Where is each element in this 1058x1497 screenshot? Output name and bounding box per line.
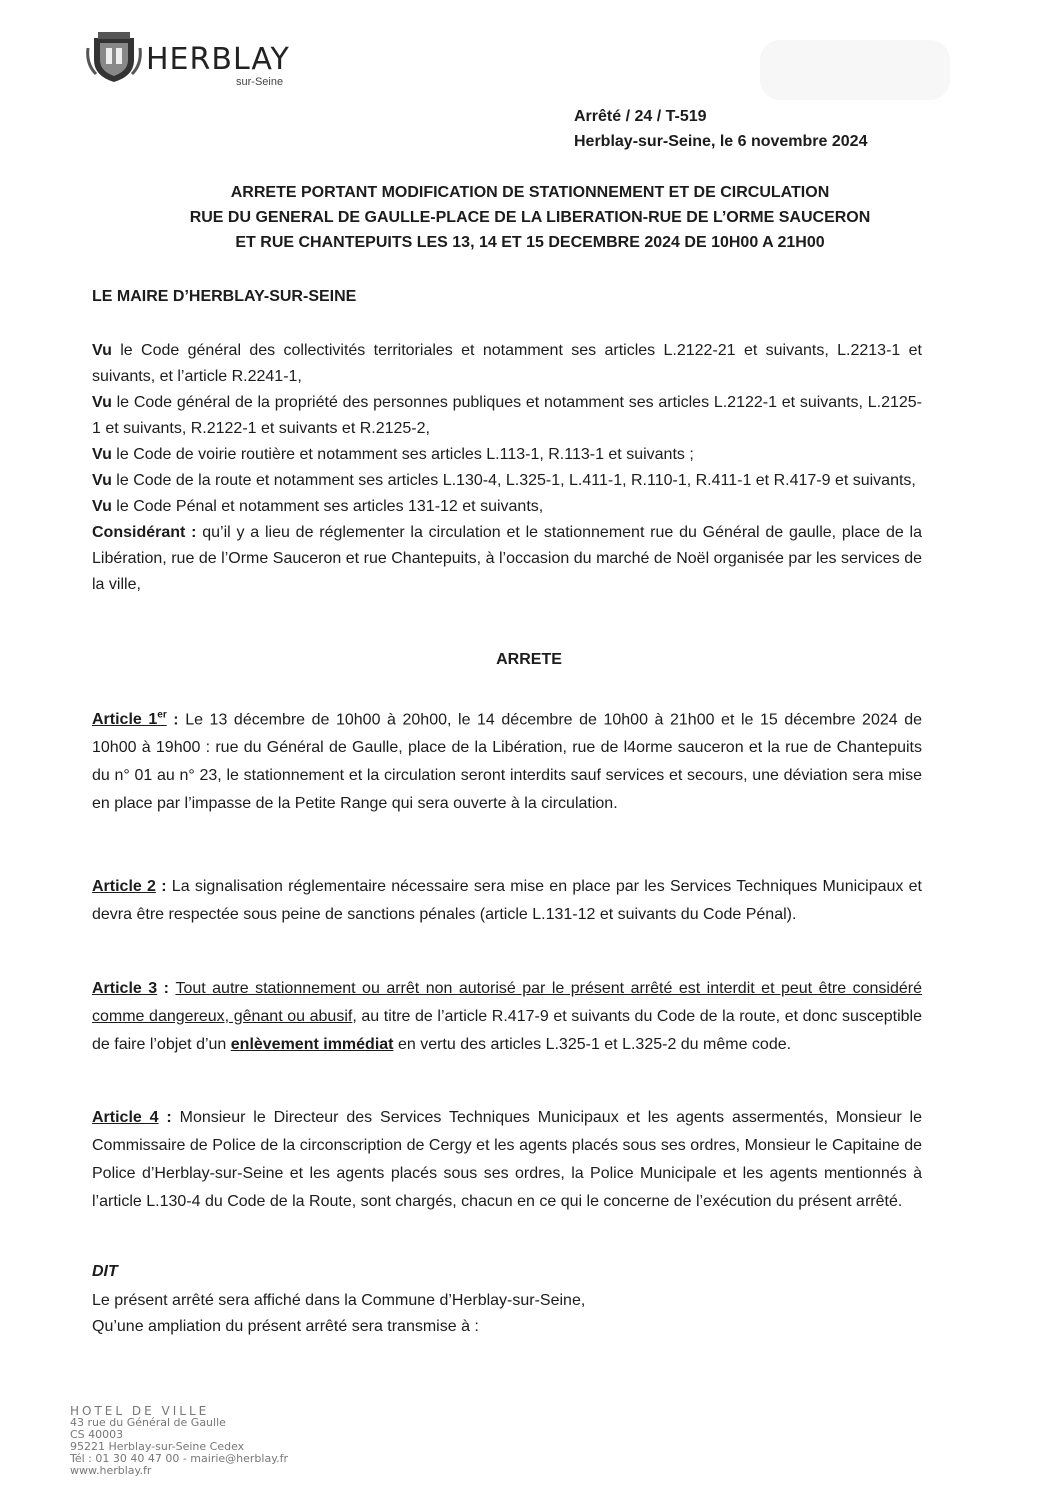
vu-item (92, 442, 922, 468)
article-label: Article 2 (92, 878, 156, 895)
article-underlined-text: Tout autre stationnement ou arrêt non autorisé par le présent arrêté est interdit et peut être considéré comme dangereux, gênant ou abusif (92, 980, 923, 1025)
vu-text: le Code de voirie routière et notamment ses articles L.113-1, R.113-1 et suivants ; (111, 446, 694, 463)
article-emphasis: enlèvement immédiat (230, 1036, 394, 1053)
article-2 (92, 873, 922, 929)
vu-word: Vu (92, 342, 112, 359)
article-sep: : (155, 878, 167, 895)
dit-heading: DIT (92, 1263, 118, 1280)
mayor-heading: LE MAIRE D’HERBLAY-SUR-SEINE (92, 288, 357, 305)
footer-address (70, 1405, 288, 1477)
reference-block (574, 104, 867, 154)
logo-subtitle: sur-Seine (236, 76, 284, 88)
vu-word: Vu (92, 394, 112, 411)
reference-number: Arrêté / 24 / T-519 (574, 108, 707, 125)
vu-item (92, 468, 922, 494)
article-text: Monsieur le Directeur des Services Techniques Municipaux et les agents assermentés, Monsieur le Commissaire de Police de la circonscription de Cergy et les agents placés sous ses ordres, Monsieur le Capitaine de Police d’Herblay-sur-Seine et les agents placés sous ses ordres, la Police Municipale et les agents mentionnés à l’article L.130-4 du Code de la Route, sont chargés, chacun en ce qui le concerne de l’exécution du présent arrêté. (92, 1109, 923, 1210)
article-3 (92, 975, 922, 1059)
considerant-text: qu’il y a lieu de réglementer la circulation et le stationnement rue du Général de gaulle, place de la Libération, rue de l’Orme Sauceron et rue Chantepuits, à l’occasion du marché de Noël organisée par les services de la ville, (92, 524, 922, 593)
legal-basis (92, 338, 922, 598)
closing-line: Qu’une ampliation du présent arrêté sera transmise à : (92, 1318, 479, 1335)
considerant-label: Considérant : (92, 524, 197, 541)
article-1 (92, 702, 922, 818)
vu-text: le Code de la route et notamment ses articles L.130-4, L.325-1, L.411-1, R.110-1, R.411-1 et R.417-9 et suivants, (111, 472, 916, 489)
vu-text: le Code général des collectivités territoriales et notamment ses articles L.2122-21 et suivants, L.2213-1 et suivants, et l’article R.2241-1, (92, 342, 922, 385)
scan-artifact (760, 40, 950, 100)
vu-word: Vu (92, 472, 112, 489)
arrete-heading: ARRETE (496, 651, 562, 668)
article-sep: : (158, 1109, 172, 1126)
considerant (92, 520, 922, 598)
vu-item (92, 494, 922, 520)
vu-item (92, 390, 922, 442)
closing-line: Le présent arrêté sera affiché dans la Commune d’Herblay-sur-Seine, (92, 1292, 586, 1309)
title-line: ARRETE PORTANT MODIFICATION DE STATIONNEMENT ET DE CIRCULATION (230, 184, 830, 201)
vu-text: le Code général de la propriété des personnes publiques et notamment ses articles L.2122-1 et suivants, L.2125-1 et suivants, R.2122-1 et suivants et R.2125-2, (92, 394, 922, 437)
footer-line: 43 rue du Général de Gaulle (70, 1416, 226, 1429)
vu-text: le Code Pénal et notamment ses articles 131-12 et suivants, (111, 498, 544, 515)
article-4 (92, 1104, 922, 1216)
footer-line: HOTEL DE VILLE (70, 1404, 210, 1418)
article-text: en vertu des articles L.325-1 et L.325-2 du même code. (393, 1036, 792, 1053)
closing-text (92, 1288, 585, 1340)
vu-item (92, 338, 922, 390)
footer-line: Tél : 01 30 40 47 00 - mairie@herblay.fr (70, 1452, 289, 1465)
vu-word: Vu (92, 446, 112, 463)
footer-line: www.herblay.fr (70, 1464, 152, 1477)
article-text: La signalisation réglementaire nécessaire sera mise en place par les Services Techniques Municipaux et devra être respectée sous peine de sanctions pénales (article L.131-12 et suivants du Code Pénal). (92, 878, 922, 923)
article-label: Article 3 (92, 980, 158, 997)
vu-word: Vu (92, 498, 112, 515)
city-logo (86, 30, 316, 86)
title-line: ET RUE CHANTEPUITS LES 13, 14 ET 15 DECEMBRE 2024 DE 10H00 A 21H00 (235, 234, 825, 251)
title-line: RUE DU GENERAL DE GAULLE-PLACE DE LA LIBERATION-RUE DE L’ORME SAUCERON (189, 209, 871, 226)
footer-line: 95221 Herblay-sur-Seine Cedex (70, 1440, 245, 1453)
article-text: Le 13 décembre de 10h00 à 20h00, le 14 décembre de 10h00 à 21h00 et le 15 décembre 2024 de 10h00 à 19h00 : rue du Général de Gaulle, place de la Libération, rue de l4orme sauceron et la rue de Chantepuits du n° 01 au n° 23, le stationnement et la circulation seront interdits sauf services et secours, une déviation sera mise en place par l’impasse de la Petite Range qui sera ouverte à la circulation. (92, 711, 923, 813)
article-label: Article 4 (92, 1109, 159, 1126)
article-text: , au titre de l’article R.417-9 et suivants du Code de la route, et donc susceptible de faire l’objet d’un (92, 1008, 922, 1053)
place-date: Herblay-sur-Seine, le 6 novembre 2024 (574, 133, 868, 150)
footer-line: CS 40003 (70, 1428, 124, 1441)
logo-name: HERBLAY (146, 42, 290, 77)
article-label: Article 1er (92, 710, 167, 729)
document-title (60, 180, 1000, 255)
article-sep: : (166, 711, 179, 729)
coat-of-arms-icon (86, 30, 142, 84)
article-sep: : (157, 980, 176, 997)
